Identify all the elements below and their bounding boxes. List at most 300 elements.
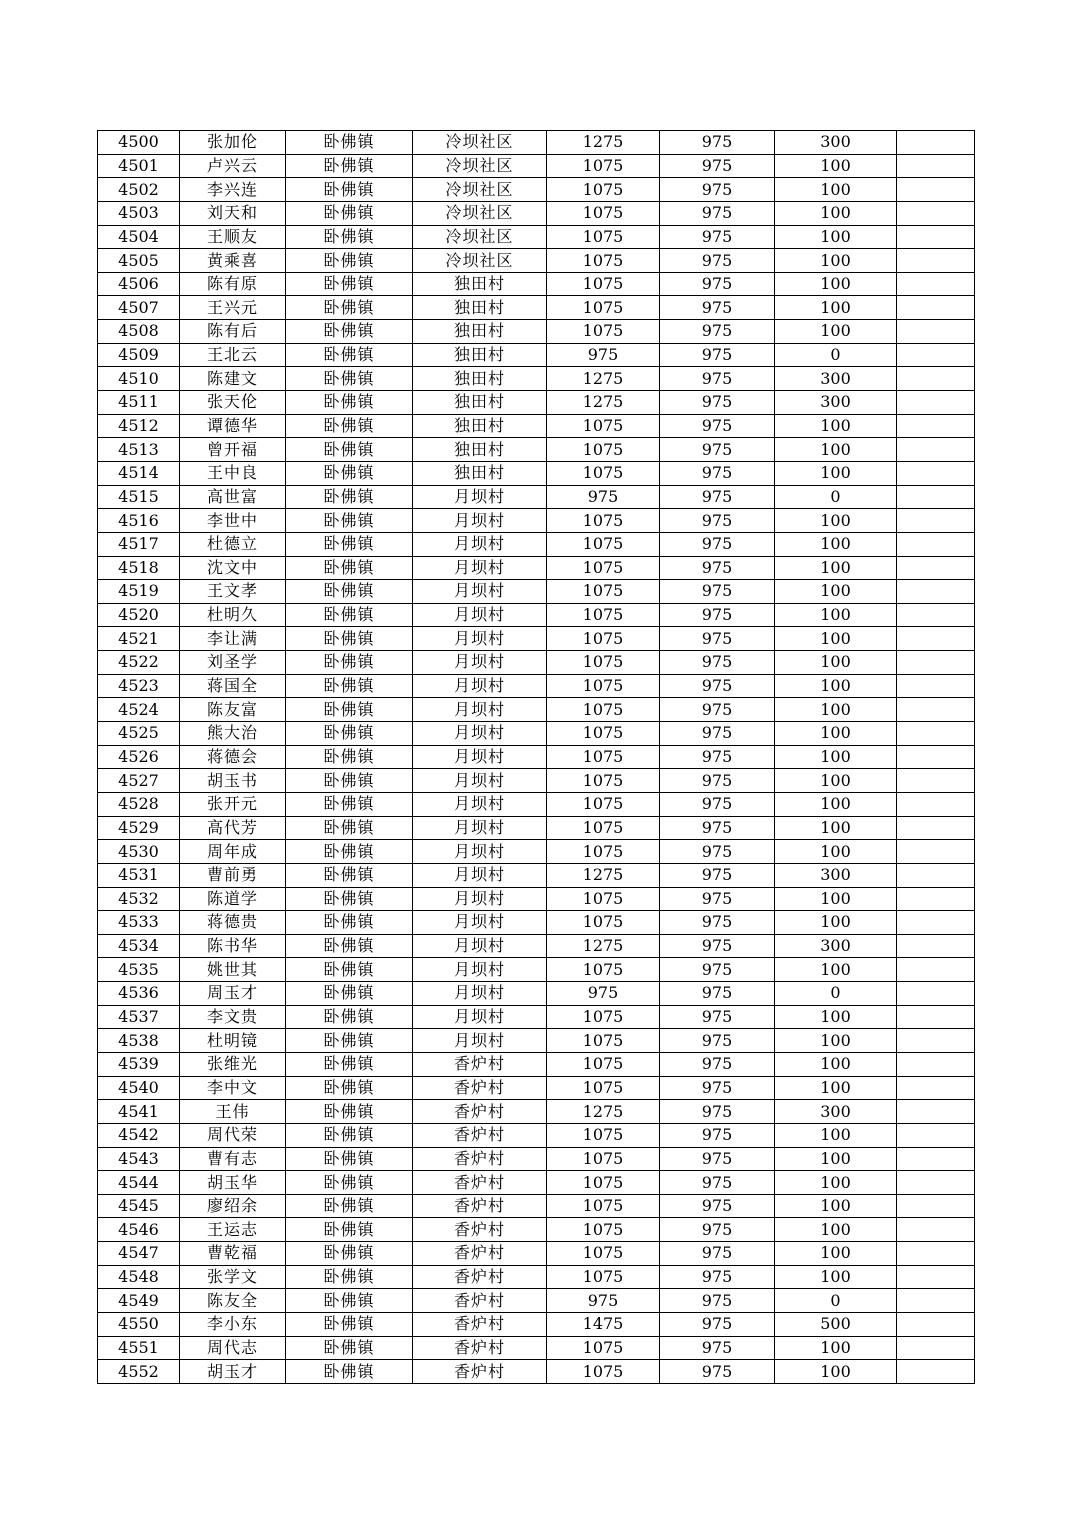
amount-extra-cell: 100 <box>775 461 897 485</box>
name-cell: 张加伦 <box>180 131 286 155</box>
town-cell: 卧佛镇 <box>286 1360 413 1384</box>
name-cell: 蒋德贵 <box>180 911 286 935</box>
serial-number-cell: 4504 <box>98 225 180 249</box>
amount-base-cell: 975 <box>660 272 775 296</box>
amount-total-cell: 1075 <box>547 509 660 533</box>
town-cell: 卧佛镇 <box>286 1029 413 1053</box>
name-cell: 姚世其 <box>180 958 286 982</box>
village-cell: 月坝村 <box>413 792 547 816</box>
amount-base-cell: 975 <box>660 391 775 415</box>
serial-number-cell: 4540 <box>98 1076 180 1100</box>
remark-cell <box>897 745 975 769</box>
amount-total-cell: 1075 <box>547 1360 660 1384</box>
amount-extra-cell: 100 <box>775 1360 897 1384</box>
amount-total-cell: 1075 <box>547 556 660 580</box>
amount-extra-cell: 300 <box>775 367 897 391</box>
amount-total-cell: 1075 <box>547 1147 660 1171</box>
remark-cell <box>897 1265 975 1289</box>
amount-base-cell: 975 <box>660 816 775 840</box>
town-cell: 卧佛镇 <box>286 201 413 225</box>
name-cell: 周年成 <box>180 840 286 864</box>
amount-total-cell: 1075 <box>547 1052 660 1076</box>
amount-extra-cell: 100 <box>775 722 897 746</box>
town-cell: 卧佛镇 <box>286 840 413 864</box>
remark-cell <box>897 1005 975 1029</box>
village-cell: 月坝村 <box>413 745 547 769</box>
town-cell: 卧佛镇 <box>286 698 413 722</box>
name-cell: 刘圣学 <box>180 651 286 675</box>
name-cell: 廖绍余 <box>180 1194 286 1218</box>
town-cell: 卧佛镇 <box>286 958 413 982</box>
remark-cell <box>897 982 975 1006</box>
amount-base-cell: 975 <box>660 225 775 249</box>
amount-extra-cell: 100 <box>775 603 897 627</box>
amount-extra-cell: 100 <box>775 580 897 604</box>
town-cell: 卧佛镇 <box>286 863 413 887</box>
table-row <box>98 934 975 958</box>
village-cell: 月坝村 <box>413 603 547 627</box>
remark-cell <box>897 840 975 864</box>
remark-cell <box>897 1313 975 1337</box>
serial-number-cell: 4512 <box>98 414 180 438</box>
serial-number-cell: 4509 <box>98 343 180 367</box>
village-cell: 月坝村 <box>413 982 547 1006</box>
amount-base-cell: 975 <box>660 1194 775 1218</box>
village-cell: 香炉村 <box>413 1171 547 1195</box>
town-cell: 卧佛镇 <box>286 461 413 485</box>
name-cell: 王伟 <box>180 1100 286 1124</box>
table-row <box>98 982 975 1006</box>
table-row <box>98 1360 975 1384</box>
table-row <box>98 840 975 864</box>
village-cell: 独田村 <box>413 367 547 391</box>
table-row <box>98 1171 975 1195</box>
serial-number-cell: 4535 <box>98 958 180 982</box>
town-cell: 卧佛镇 <box>286 1005 413 1029</box>
town-cell: 卧佛镇 <box>286 1147 413 1171</box>
amount-extra-cell: 100 <box>775 840 897 864</box>
amount-base-cell: 975 <box>660 1123 775 1147</box>
amount-base-cell: 975 <box>660 367 775 391</box>
village-cell: 月坝村 <box>413 674 547 698</box>
village-cell: 冷坝社区 <box>413 201 547 225</box>
village-cell: 独田村 <box>413 320 547 344</box>
amount-total-cell: 1075 <box>547 698 660 722</box>
amount-total-cell: 1075 <box>547 1005 660 1029</box>
amount-total-cell: 1075 <box>547 1123 660 1147</box>
amount-total-cell: 1075 <box>547 296 660 320</box>
amount-extra-cell: 0 <box>775 343 897 367</box>
name-cell: 王文孝 <box>180 580 286 604</box>
serial-number-cell: 4529 <box>98 816 180 840</box>
name-cell: 李中文 <box>180 1076 286 1100</box>
amount-extra-cell: 0 <box>775 1289 897 1313</box>
amount-total-cell: 1075 <box>547 320 660 344</box>
serial-number-cell: 4521 <box>98 627 180 651</box>
amount-base-cell: 975 <box>660 1218 775 1242</box>
serial-number-cell: 4526 <box>98 745 180 769</box>
table-row <box>98 698 975 722</box>
remark-cell <box>897 201 975 225</box>
amount-total-cell: 1075 <box>547 272 660 296</box>
town-cell: 卧佛镇 <box>286 603 413 627</box>
amount-extra-cell: 300 <box>775 131 897 155</box>
table-row <box>98 178 975 202</box>
amount-extra-cell: 100 <box>775 1171 897 1195</box>
amount-total-cell: 1075 <box>547 887 660 911</box>
town-cell: 卧佛镇 <box>286 1123 413 1147</box>
name-cell: 高代芳 <box>180 816 286 840</box>
serial-number-cell: 4531 <box>98 863 180 887</box>
village-cell: 月坝村 <box>413 1005 547 1029</box>
amount-total-cell: 1075 <box>547 769 660 793</box>
table-row <box>98 1218 975 1242</box>
roster-table <box>97 130 975 1384</box>
village-cell: 独田村 <box>413 391 547 415</box>
name-cell: 刘天和 <box>180 201 286 225</box>
village-cell: 月坝村 <box>413 580 547 604</box>
amount-extra-cell: 100 <box>775 1029 897 1053</box>
table-row <box>98 1313 975 1337</box>
remark-cell <box>897 414 975 438</box>
amount-extra-cell: 100 <box>775 225 897 249</box>
serial-number-cell: 4530 <box>98 840 180 864</box>
amount-base-cell: 975 <box>660 958 775 982</box>
serial-number-cell: 4550 <box>98 1313 180 1337</box>
serial-number-cell: 4533 <box>98 911 180 935</box>
village-cell: 香炉村 <box>413 1336 547 1360</box>
remark-cell <box>897 461 975 485</box>
table-row <box>98 674 975 698</box>
amount-extra-cell: 100 <box>775 816 897 840</box>
amount-extra-cell: 100 <box>775 509 897 533</box>
amount-extra-cell: 100 <box>775 1005 897 1029</box>
amount-extra-cell: 100 <box>775 1265 897 1289</box>
town-cell: 卧佛镇 <box>286 320 413 344</box>
name-cell: 陈友全 <box>180 1289 286 1313</box>
remark-cell <box>897 769 975 793</box>
table-row <box>98 1052 975 1076</box>
village-cell: 月坝村 <box>413 911 547 935</box>
town-cell: 卧佛镇 <box>286 887 413 911</box>
remark-cell <box>897 391 975 415</box>
amount-base-cell: 975 <box>660 1005 775 1029</box>
amount-base-cell: 975 <box>660 627 775 651</box>
amount-base-cell: 975 <box>660 934 775 958</box>
amount-total-cell: 1075 <box>547 532 660 556</box>
remark-cell <box>897 887 975 911</box>
village-cell: 月坝村 <box>413 532 547 556</box>
serial-number-cell: 4551 <box>98 1336 180 1360</box>
amount-extra-cell: 100 <box>775 911 897 935</box>
village-cell: 月坝村 <box>413 769 547 793</box>
amount-extra-cell: 500 <box>775 1313 897 1337</box>
serial-number-cell: 4544 <box>98 1171 180 1195</box>
amount-extra-cell: 100 <box>775 1052 897 1076</box>
amount-base-cell: 975 <box>660 154 775 178</box>
serial-number-cell: 4507 <box>98 296 180 320</box>
amount-total-cell: 1275 <box>547 131 660 155</box>
village-cell: 香炉村 <box>413 1242 547 1266</box>
remark-cell <box>897 131 975 155</box>
table-row <box>98 958 975 982</box>
serial-number-cell: 4514 <box>98 461 180 485</box>
serial-number-cell: 4524 <box>98 698 180 722</box>
amount-total-cell: 1275 <box>547 391 660 415</box>
amount-total-cell: 1075 <box>547 249 660 273</box>
amount-extra-cell: 100 <box>775 769 897 793</box>
table-row <box>98 367 975 391</box>
amount-extra-cell: 100 <box>775 1076 897 1100</box>
town-cell: 卧佛镇 <box>286 391 413 415</box>
amount-base-cell: 975 <box>660 911 775 935</box>
table-row <box>98 1076 975 1100</box>
village-cell: 冷坝社区 <box>413 249 547 273</box>
village-cell: 独田村 <box>413 414 547 438</box>
table-row <box>98 580 975 604</box>
town-cell: 卧佛镇 <box>286 1289 413 1313</box>
amount-total-cell: 1075 <box>547 745 660 769</box>
name-cell: 李文贵 <box>180 1005 286 1029</box>
serial-number-cell: 4517 <box>98 532 180 556</box>
town-cell: 卧佛镇 <box>286 556 413 580</box>
serial-number-cell: 4510 <box>98 367 180 391</box>
village-cell: 月坝村 <box>413 509 547 533</box>
name-cell: 李兴连 <box>180 178 286 202</box>
remark-cell <box>897 249 975 273</box>
name-cell: 杜德立 <box>180 532 286 556</box>
amount-base-cell: 975 <box>660 249 775 273</box>
amount-base-cell: 975 <box>660 1076 775 1100</box>
amount-base-cell: 975 <box>660 1171 775 1195</box>
remark-cell <box>897 792 975 816</box>
table-row <box>98 816 975 840</box>
remark-cell <box>897 343 975 367</box>
remark-cell <box>897 580 975 604</box>
remark-cell <box>897 178 975 202</box>
amount-extra-cell: 100 <box>775 745 897 769</box>
name-cell: 张开元 <box>180 792 286 816</box>
serial-number-cell: 4537 <box>98 1005 180 1029</box>
table-row <box>98 1265 975 1289</box>
name-cell: 陈建文 <box>180 367 286 391</box>
table-row <box>98 1029 975 1053</box>
amount-base-cell: 975 <box>660 1147 775 1171</box>
amount-total-cell: 1075 <box>547 792 660 816</box>
amount-base-cell: 975 <box>660 131 775 155</box>
table-row <box>98 792 975 816</box>
town-cell: 卧佛镇 <box>286 627 413 651</box>
name-cell: 曹乾福 <box>180 1242 286 1266</box>
amount-extra-cell: 100 <box>775 154 897 178</box>
name-cell: 黄乘喜 <box>180 249 286 273</box>
amount-extra-cell: 100 <box>775 414 897 438</box>
serial-number-cell: 4506 <box>98 272 180 296</box>
amount-base-cell: 975 <box>660 982 775 1006</box>
remark-cell <box>897 1171 975 1195</box>
amount-base-cell: 975 <box>660 343 775 367</box>
amount-base-cell: 975 <box>660 580 775 604</box>
amount-total-cell: 1075 <box>547 722 660 746</box>
remark-cell <box>897 1147 975 1171</box>
remark-cell <box>897 1336 975 1360</box>
town-cell: 卧佛镇 <box>286 509 413 533</box>
name-cell: 沈文中 <box>180 556 286 580</box>
table-row <box>98 414 975 438</box>
amount-total-cell: 1075 <box>547 201 660 225</box>
serial-number-cell: 4532 <box>98 887 180 911</box>
amount-base-cell: 975 <box>660 296 775 320</box>
amount-extra-cell: 300 <box>775 391 897 415</box>
amount-extra-cell: 0 <box>775 982 897 1006</box>
village-cell: 月坝村 <box>413 556 547 580</box>
serial-number-cell: 4519 <box>98 580 180 604</box>
village-cell: 独田村 <box>413 272 547 296</box>
village-cell: 香炉村 <box>413 1076 547 1100</box>
amount-base-cell: 975 <box>660 1029 775 1053</box>
village-cell: 冷坝社区 <box>413 154 547 178</box>
table-row <box>98 485 975 509</box>
table-row <box>98 225 975 249</box>
remark-cell <box>897 1242 975 1266</box>
amount-base-cell: 975 <box>660 1242 775 1266</box>
amount-extra-cell: 100 <box>775 792 897 816</box>
village-cell: 月坝村 <box>413 934 547 958</box>
amount-total-cell: 1075 <box>547 911 660 935</box>
amount-base-cell: 975 <box>660 201 775 225</box>
remark-cell <box>897 722 975 746</box>
town-cell: 卧佛镇 <box>286 272 413 296</box>
amount-base-cell: 975 <box>660 178 775 202</box>
town-cell: 卧佛镇 <box>286 769 413 793</box>
amount-extra-cell: 300 <box>775 1100 897 1124</box>
amount-base-cell: 975 <box>660 792 775 816</box>
table-row <box>98 201 975 225</box>
town-cell: 卧佛镇 <box>286 911 413 935</box>
amount-total-cell: 1075 <box>547 438 660 462</box>
amount-extra-cell: 100 <box>775 178 897 202</box>
amount-total-cell: 1075 <box>547 1171 660 1195</box>
town-cell: 卧佛镇 <box>286 1171 413 1195</box>
remark-cell <box>897 272 975 296</box>
amount-base-cell: 975 <box>660 1289 775 1313</box>
village-cell: 月坝村 <box>413 627 547 651</box>
name-cell: 胡玉才 <box>180 1360 286 1384</box>
village-cell: 香炉村 <box>413 1360 547 1384</box>
amount-extra-cell: 100 <box>775 887 897 911</box>
town-cell: 卧佛镇 <box>286 1265 413 1289</box>
remark-cell <box>897 674 975 698</box>
amount-total-cell: 1075 <box>547 1336 660 1360</box>
town-cell: 卧佛镇 <box>286 296 413 320</box>
name-cell: 王顺友 <box>180 225 286 249</box>
village-cell: 香炉村 <box>413 1313 547 1337</box>
table-row <box>98 532 975 556</box>
name-cell: 陈书华 <box>180 934 286 958</box>
amount-base-cell: 975 <box>660 1360 775 1384</box>
village-cell: 月坝村 <box>413 863 547 887</box>
serial-number-cell: 4547 <box>98 1242 180 1266</box>
amount-extra-cell: 100 <box>775 249 897 273</box>
name-cell: 张天伦 <box>180 391 286 415</box>
town-cell: 卧佛镇 <box>286 651 413 675</box>
name-cell: 杜明镜 <box>180 1029 286 1053</box>
town-cell: 卧佛镇 <box>286 532 413 556</box>
table-row <box>98 438 975 462</box>
village-cell: 独田村 <box>413 343 547 367</box>
serial-number-cell: 4552 <box>98 1360 180 1384</box>
town-cell: 卧佛镇 <box>286 674 413 698</box>
name-cell: 周代志 <box>180 1336 286 1360</box>
table-row <box>98 603 975 627</box>
village-cell: 月坝村 <box>413 840 547 864</box>
name-cell: 陈有原 <box>180 272 286 296</box>
serial-number-cell: 4541 <box>98 1100 180 1124</box>
serial-number-cell: 4505 <box>98 249 180 273</box>
amount-total-cell: 1075 <box>547 1194 660 1218</box>
serial-number-cell: 4513 <box>98 438 180 462</box>
name-cell: 周代荣 <box>180 1123 286 1147</box>
amount-total-cell: 1075 <box>547 674 660 698</box>
town-cell: 卧佛镇 <box>286 1194 413 1218</box>
remark-cell <box>897 603 975 627</box>
amount-base-cell: 975 <box>660 651 775 675</box>
amount-extra-cell: 100 <box>775 1218 897 1242</box>
town-cell: 卧佛镇 <box>286 249 413 273</box>
name-cell: 蒋德会 <box>180 745 286 769</box>
name-cell: 陈友富 <box>180 698 286 722</box>
amount-total-cell: 975 <box>547 485 660 509</box>
amount-total-cell: 1075 <box>547 1218 660 1242</box>
amount-extra-cell: 100 <box>775 1123 897 1147</box>
amount-extra-cell: 300 <box>775 863 897 887</box>
village-cell: 月坝村 <box>413 958 547 982</box>
serial-number-cell: 4515 <box>98 485 180 509</box>
town-cell: 卧佛镇 <box>286 745 413 769</box>
table-row <box>98 1147 975 1171</box>
amount-base-cell: 975 <box>660 532 775 556</box>
amount-total-cell: 1075 <box>547 1265 660 1289</box>
table-row <box>98 627 975 651</box>
remark-cell <box>897 1123 975 1147</box>
table-row <box>98 343 975 367</box>
table-row <box>98 722 975 746</box>
name-cell: 王兴元 <box>180 296 286 320</box>
village-cell: 独田村 <box>413 296 547 320</box>
serial-number-cell: 4545 <box>98 1194 180 1218</box>
town-cell: 卧佛镇 <box>286 367 413 391</box>
amount-base-cell: 975 <box>660 485 775 509</box>
amount-total-cell: 1075 <box>547 840 660 864</box>
serial-number-cell: 4548 <box>98 1265 180 1289</box>
village-cell: 香炉村 <box>413 1100 547 1124</box>
amount-base-cell: 975 <box>660 556 775 580</box>
serial-number-cell: 4542 <box>98 1123 180 1147</box>
village-cell: 冷坝社区 <box>413 225 547 249</box>
remark-cell <box>897 225 975 249</box>
name-cell: 李让满 <box>180 627 286 651</box>
name-cell: 杜明久 <box>180 603 286 627</box>
amount-extra-cell: 100 <box>775 627 897 651</box>
remark-cell <box>897 367 975 391</box>
serial-number-cell: 4508 <box>98 320 180 344</box>
name-cell: 张学文 <box>180 1265 286 1289</box>
village-cell: 冷坝社区 <box>413 131 547 155</box>
name-cell: 陈有后 <box>180 320 286 344</box>
table-row <box>98 1194 975 1218</box>
remark-cell <box>897 627 975 651</box>
amount-total-cell: 1075 <box>547 580 660 604</box>
